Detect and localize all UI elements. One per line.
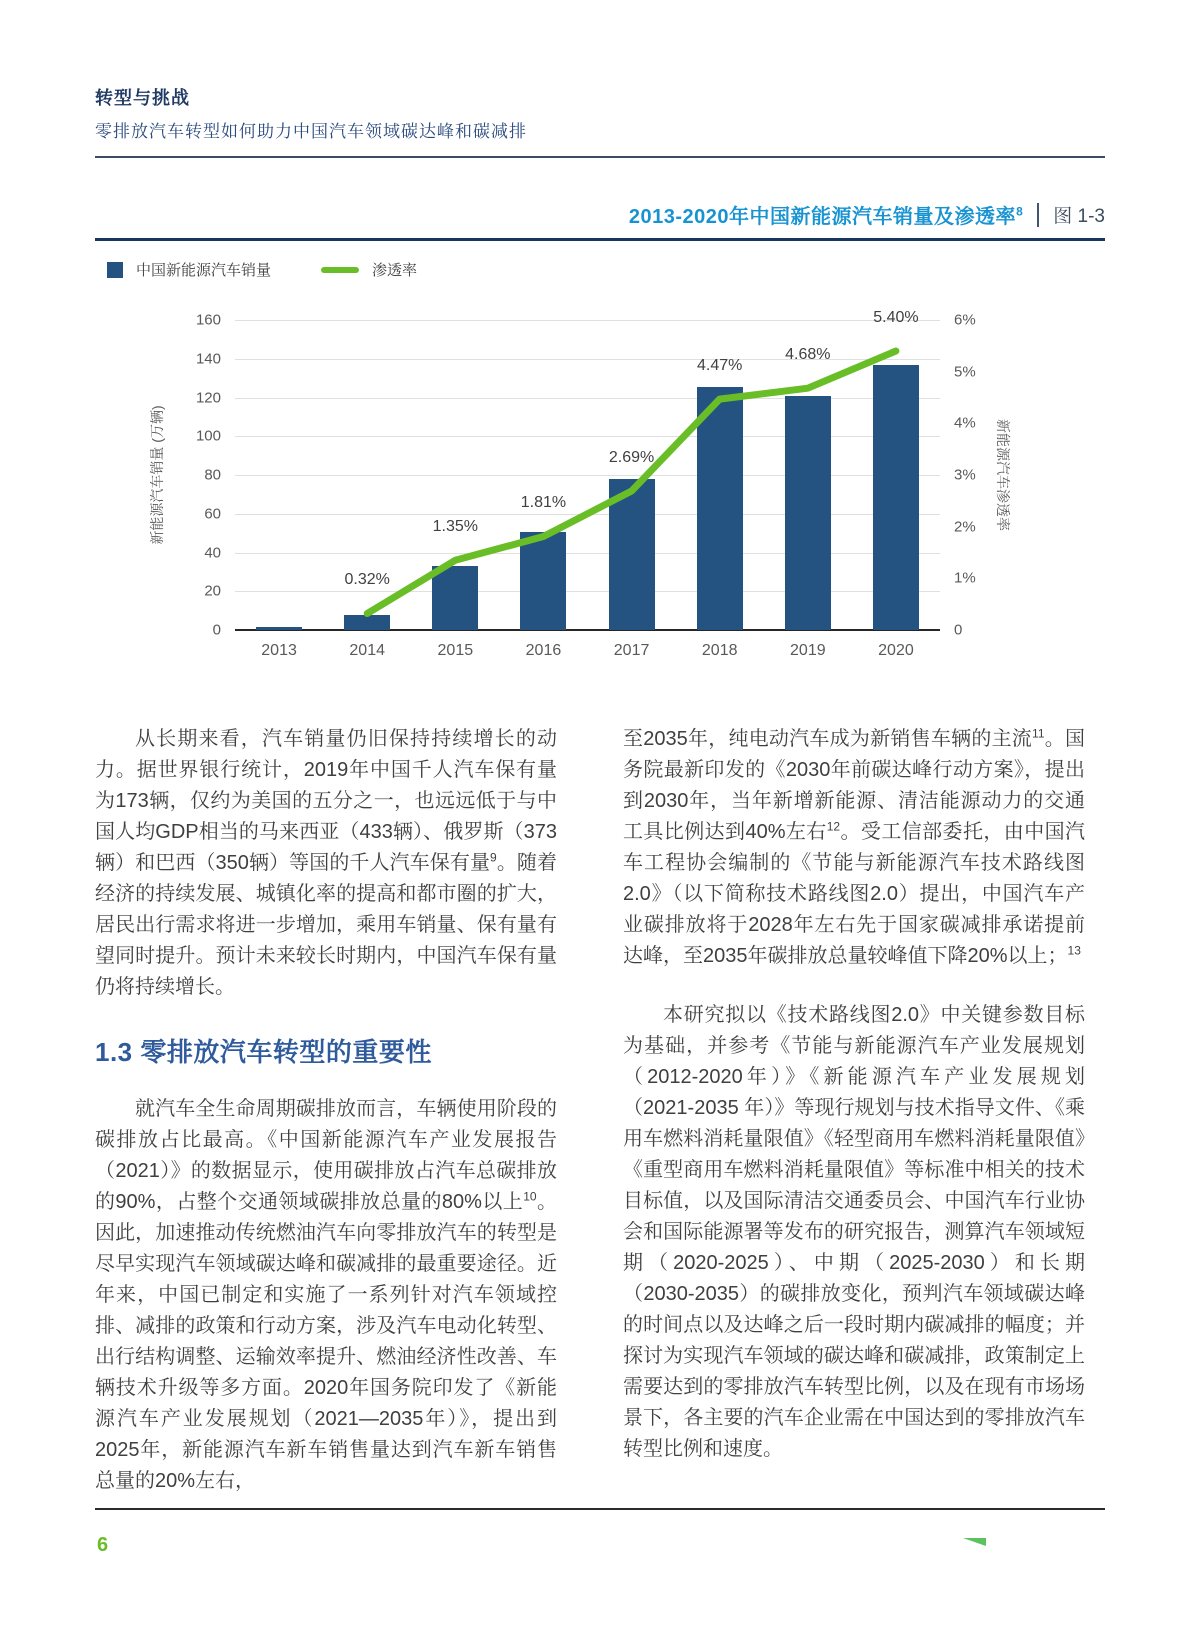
footer-wedge-icon [963,1538,986,1546]
left-axis-tick: 160 [195,311,221,329]
x-axis-label: 2015 [437,642,474,659]
x-axis-label: 2020 [878,642,914,659]
x-axis-label: 2019 [790,642,826,659]
data-label: 4.47% [697,357,743,375]
header-divider [95,156,1105,158]
left-axis-tick: 100 [195,427,221,445]
footer-divider [95,1508,1105,1510]
right-axis-title: 新能源汽车渗透率 [995,419,1011,531]
section-heading-1-3: 1.3 零排放汽车转型的重要性 [95,1037,432,1067]
left-column [95,724,557,1525]
x-axis-label: 2018 [701,642,738,659]
figure-number: 图 1-3 [1053,206,1105,227]
paragraph: 本研究拟以《技术路线图2.0》中关键参数目标为基础，并参考《节能与新能源汽车产业发展规划（2012-2020年）》《新能源汽车产业发展规划（2021-2035 年）》等现行规划与技术指导文件、《乘用车燃料消耗量限值》《轻型商用车燃料消耗量限值》《重型商用车燃料消耗量限值》等标准中相关的技术目标值，以及国际清洁交通委员会、中国汽车行业协会和国际能源署等发布的研究报告，测算汽车领域短期（2020-2025）、中期（2025-2030）和长期（2030-2035）的碳排放变化，预判汽车领域碳达峰的时间点以及达峰之后一段时期内碳减排的幅度；并探讨为实现汽车领域的碳达峰和碳减排，政策制定上需要达到的零排放汽车转型比例，以及在现有市场场景下，各主要的汽车企业需在中国达到的零排放汽车转型比例和速度。 [623,1004,1085,1460]
nev-sales-penetration-chart [95,309,1105,680]
legend-item-sales [107,259,271,280]
data-label: 4.68% [785,346,831,364]
right-axis-tick: 6% [954,311,976,329]
paragraph: 从长期来看，汽车销量仍旧保持持续增长的动力。据世界银行统计，2019年中国千人汽车保有量为173辆，仅约为美国的五分之一，也远远低于与中国人均GDP相当的马来西亚（433辆）、俄罗斯（373辆）和巴西（350辆）等国的千人汽车保有量$^9$。随着经济的持续发展、城镇化率的提高和都市圈的扩大，居民出行需求将进一步增加，乘用车销量、保有量有望同时提升。预计未来较长时期内，中国汽车保有量仍将持续增长。 [95,728,557,998]
figure-title: 2013-2020年中国新能源汽车销量及渗透率$^8$ [628,204,1024,228]
footnote-ref-12: 12 [826,819,841,834]
bar-swatch-icon [107,262,123,278]
data-label: 5.40% [873,309,919,326]
left-axis-tick: 80 [204,466,221,484]
data-label: 1.35% [432,518,478,536]
left-axis-tick: 60 [204,505,221,523]
line-swatch-icon [321,267,359,273]
footnote-ref-8: 8 [1016,204,1024,219]
data-label: 2.69% [608,449,655,467]
right-axis-tick: 0 [954,621,963,639]
data-label: 0.32% [344,571,390,589]
left-axis-tick: 140 [195,350,221,368]
figure-1-3 [95,200,1105,680]
x-axis-label: 2016 [525,642,562,659]
right-axis-tick: 2% [954,518,976,536]
left-axis-tick: 20 [204,582,221,600]
report-title: 转型与挑战 [95,88,190,108]
figure-title-row [95,200,1105,229]
footnote-ref-11: 11 [1032,726,1045,741]
x-axis-label: 2014 [349,642,385,659]
left-axis-title: 新能源汽车销量 (万辆) [149,405,165,545]
title-separator [1037,203,1039,227]
footnote-ref-9: 9 [490,850,497,865]
legend-item-penetration [321,259,417,280]
right-axis-tick: 3% [954,466,976,484]
chart-legend [95,259,1105,280]
footnote-ref-13: 13 [1067,943,1081,958]
right-column [623,724,1085,1525]
legend-label-penetration: 渗透率 [372,262,418,279]
left-axis-tick: 40 [204,544,221,561]
paragraph: 就汽车全生命周期碳排放而言，车辆使用阶段的碳排放占比最高。《中国新能源汽车产业发展报告（2021）》的数据显示，使用碳排放占汽车总碳排放的90%，占整个交通领域碳排放总量的80%以上$^{10}$。因此，加速推动传统燃油汽车向零排放汽车的转型是尽早实现汽车领域碳达峰和碳减排的最重要途径。近年来，中国已制定和实施了一系列针对汽车领域控排、减排的政策和行动方案，涉及汽车电动化转型、出行结构调整、运输效率提升、燃油经济性改善、车辆技术升级等多方面。2020年国务院印发了《新能源汽车产业发展规划（2021—2035年）》，提出到2025年，新能源汽车新车销售量达到汽车新车销售总量的20%左右， [95,1098,558,1492]
report-subtitle: 零排放汽车转型如何助力中国汽车领域碳达峰和碳减排 [95,122,527,141]
left-axis-tick: 120 [195,389,221,406]
x-axis-label: 2017 [613,642,650,659]
penetration-trend-line [235,320,940,630]
data-label: 1.81% [520,494,567,512]
right-axis-tick: 5% [954,363,976,381]
right-axis-tick: 4% [954,414,976,432]
right-axis-tick: 1% [954,569,976,587]
body-text [95,724,1105,1525]
page-header [95,84,1105,158]
figure-divider [95,238,1105,241]
page-number: 6 [97,1534,109,1556]
left-axis-tick: 0 [212,621,221,639]
footnote-ref-10: 10 [523,1189,537,1204]
chart-plot-area [195,309,976,659]
paragraph: 至2035年，纯电动汽车成为新销售车辆的主流$^{11}$。国务院最新印发的《2030年前碳达峰行动方案》，提出到2030年，当年新增新能源、清洁能源动力的交通工具比例达到40%左右$^{12}$。受工信部委托，由中国汽车工程协会编制的《节能与新能源汽车技术路线图2.0》（以下简称技术路线图2.0）提出，中国汽车产业碳排放将于2028年左右先于国家碳减排承诺提前达峰，至2035年碳排放总量较峰值下降20%以上；$^{13}$ [623,726,1086,967]
legend-label-sales: 中国新能源汽车销量 [136,262,272,279]
x-axis-label: 2013 [261,642,297,659]
